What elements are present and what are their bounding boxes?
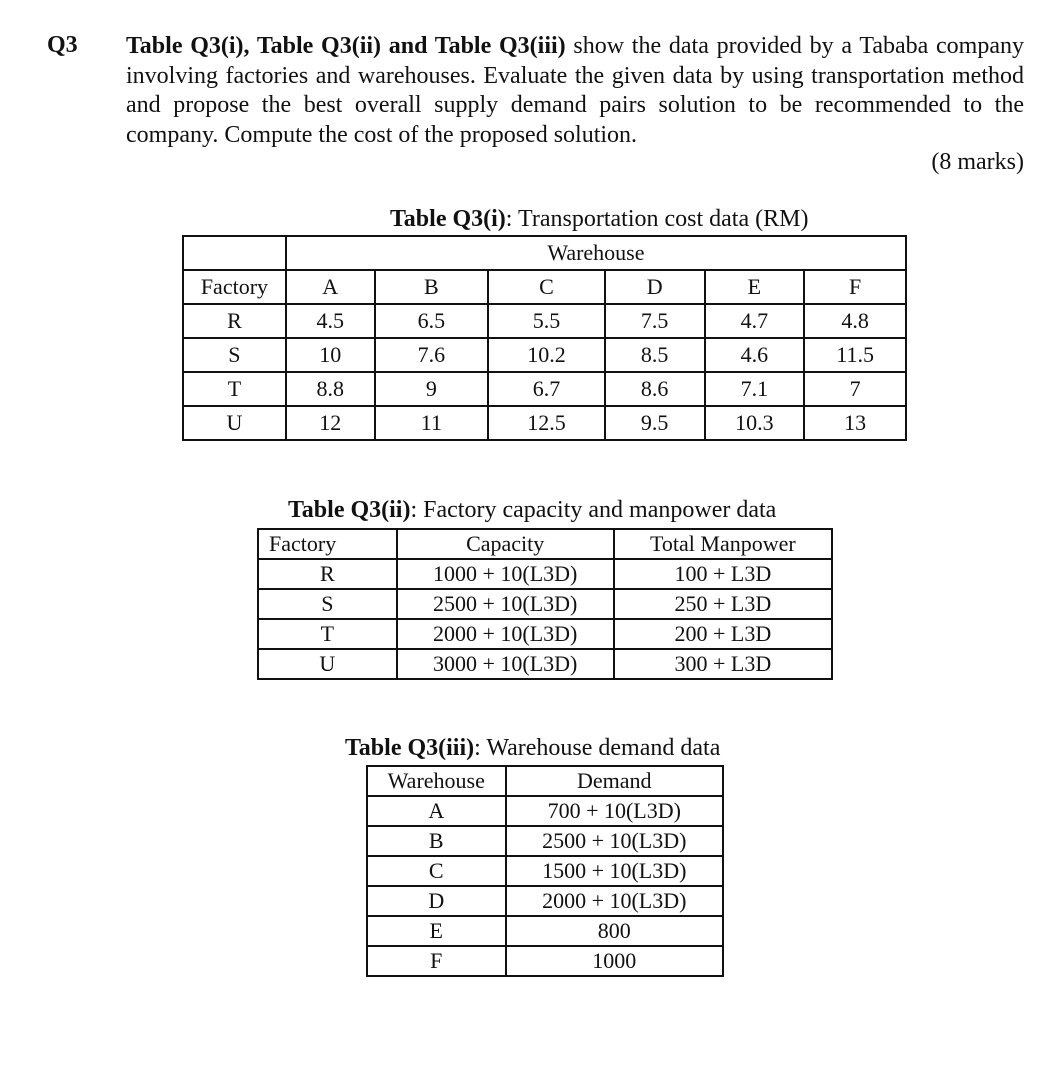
cost-cell: 11 [375,406,489,440]
cost-cell: 4.6 [705,338,805,372]
cost-cell: 12.5 [488,406,605,440]
table1-col-header: F [804,270,906,304]
table-row [367,886,723,916]
factory-cell: T [258,619,397,649]
warehouse-cell: D [367,886,506,916]
table1-col-header: D [605,270,705,304]
capacity-cell: 2000 + 10(L3D) [397,619,614,649]
table2-caption: Table Q3(ii): Factory capacity and manpower data [288,497,777,523]
table1-group-header: Warehouse [286,236,906,270]
factory-cell: T [183,372,286,406]
manpower-cell: 200 + L3D [614,619,832,649]
demand-cell: 700 + 10(L3D) [506,796,723,826]
table-row [258,619,832,649]
cost-cell: 8.6 [605,372,705,406]
manpower-cell: 100 + L3D [614,559,832,589]
factory-cell: U [183,406,286,440]
table1-col-header: E [705,270,805,304]
cost-cell: 8.5 [605,338,705,372]
question-text [126,32,1024,150]
cost-cell: 11.5 [804,338,906,372]
table2-header: Total Manpower [614,529,832,559]
table-row [367,826,723,856]
manpower-cell: 250 + L3D [614,589,832,619]
cost-cell: 7.6 [375,338,489,372]
cost-cell: 5.5 [488,304,605,338]
table-row [258,559,832,589]
cost-cell: 8.8 [286,372,375,406]
warehouse-cell: A [367,796,506,826]
table1-corner-cell [183,236,286,270]
factory-capacity-table [257,528,833,680]
cost-cell: 4.8 [804,304,906,338]
table-row [183,304,906,338]
cost-cell: 9 [375,372,489,406]
table-row [183,406,906,440]
warehouse-cell: B [367,826,506,856]
capacity-cell: 1000 + 10(L3D) [397,559,614,589]
question-body: show the data provided by a Tababa company involving factories and warehouses. Evaluate the given data by using transportation method and propose the best overall supply demand pairs solution to be recommended to the company. Compute the cost of the proposed solution. [126,33,1024,148]
factory-cell: U [258,649,397,679]
table3-header: Warehouse [367,766,506,796]
table-row [183,372,906,406]
table-row [183,338,906,372]
demand-cell: 1000 [506,946,723,976]
factory-cell: R [258,559,397,589]
table1-col-header: A [286,270,375,304]
table2-header: Factory [258,529,397,559]
table1-col-header: C [488,270,605,304]
capacity-cell: 2500 + 10(L3D) [397,589,614,619]
cost-cell: 6.5 [375,304,489,338]
cost-cell: 7 [804,372,906,406]
table-row [367,946,723,976]
cost-cell: 4.5 [286,304,375,338]
warehouse-demand-table [366,765,724,977]
warehouse-cell: C [367,856,506,886]
demand-cell: 2500 + 10(L3D) [506,826,723,856]
demand-cell: 2000 + 10(L3D) [506,886,723,916]
factory-cell: S [258,589,397,619]
manpower-cell: 300 + L3D [614,649,832,679]
demand-cell: 800 [506,916,723,946]
cost-cell: 4.7 [705,304,805,338]
table-row [367,856,723,886]
transportation-cost-table [182,235,907,441]
cost-cell: 7.1 [705,372,805,406]
factory-cell: S [183,338,286,372]
table1-row-header: Factory [183,270,286,304]
cost-cell: 13 [804,406,906,440]
cost-cell: 10.3 [705,406,805,440]
marks-label: (8 marks) [931,149,1024,175]
table-row [367,916,723,946]
cost-cell: 10 [286,338,375,372]
cost-cell: 9.5 [605,406,705,440]
cost-cell: 12 [286,406,375,440]
table2-header: Capacity [397,529,614,559]
table1-col-header: B [375,270,489,304]
warehouse-cell: F [367,946,506,976]
table-row [258,649,832,679]
question-table-refs: Table Q3(i), Table Q3(ii) and Table Q3(iii) [126,33,566,59]
cost-cell: 10.2 [488,338,605,372]
cost-cell: 7.5 [605,304,705,338]
demand-cell: 1500 + 10(L3D) [506,856,723,886]
capacity-cell: 3000 + 10(L3D) [397,649,614,679]
table1-caption: Table Q3(i): Transportation cost data (RM) [390,206,809,232]
factory-cell: R [183,304,286,338]
table3-header: Demand [506,766,723,796]
table3-caption: Table Q3(iii): Warehouse demand data [345,735,721,761]
cost-cell: 6.7 [488,372,605,406]
question-number: Q3 [47,32,78,58]
table-row [258,589,832,619]
warehouse-cell: E [367,916,506,946]
table-row [367,796,723,826]
